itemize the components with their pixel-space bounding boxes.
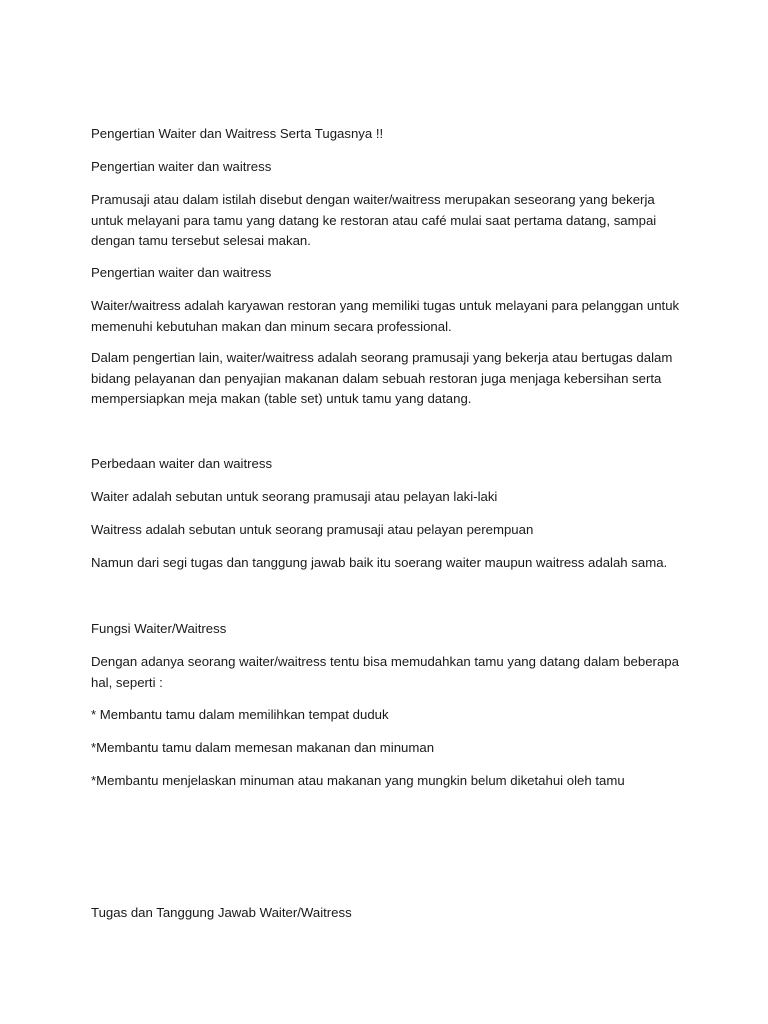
section-heading: Pengertian waiter dan waitress — [91, 265, 272, 280]
section-heading: Pengertian waiter dan waitress — [91, 159, 272, 174]
section-heading: Tugas dan Tanggung Jawab Waiter/Waitress — [91, 905, 352, 920]
document-title: Pengertian Waiter dan Waitress Serta Tugasnya !! — [91, 126, 384, 141]
paragraph: Waiter adalah sebutan untuk seorang pramusaji atau pelayan laki-laki — [91, 489, 498, 504]
list-item: *Membantu tamu dalam memesan makanan dan minuman — [91, 740, 435, 755]
paragraph: Waitress adalah sebutan untuk seorang pramusaji atau pelayan perempuan — [91, 522, 534, 537]
paragraph: Pramusaji atau dalam istilah disebut dengan waiter/waitress merupakan seseorang yang bekerja untuk melayani para tamu yang datang ke restoran atau café mulai saat pertama datang, sampai dengan tamu tersebut selesai makan. — [91, 192, 657, 248]
list-item: * Membantu tamu dalam memilihkan tempat duduk — [91, 707, 389, 722]
paragraph: Dengan adanya seorang waiter/waitress tentu bisa memudahkan tamu yang datang dalam beberapa hal, seperti : — [91, 654, 679, 690]
section-heading: Perbedaan waiter dan waitress — [91, 456, 273, 471]
paragraph: Namun dari segi tugas dan tanggung jawab baik itu soerang waiter maupun waitress adalah sama. — [91, 555, 668, 570]
paragraph: Waiter/waitress adalah karyawan restoran yang memiliki tugas untuk melayani para pelanggan untuk memenuhi kebutuhan makan dan minum secara professional. — [91, 298, 680, 334]
section-heading: Fungsi Waiter/Waitress — [91, 621, 227, 636]
list-item: *Membantu menjelaskan minuman atau makanan yang mungkin belum diketahui oleh tamu — [91, 773, 625, 788]
paragraph: Dalam pengertian lain, waiter/waitress adalah seorang pramusaji yang bekerja atau bertugas dalam bidang pelayanan dan penyajian makanan dalam sebuah restoran juga menjaga kebersihan serta mempersiapkan meja makan (table set) untuk tamu yang datang. — [91, 350, 673, 406]
